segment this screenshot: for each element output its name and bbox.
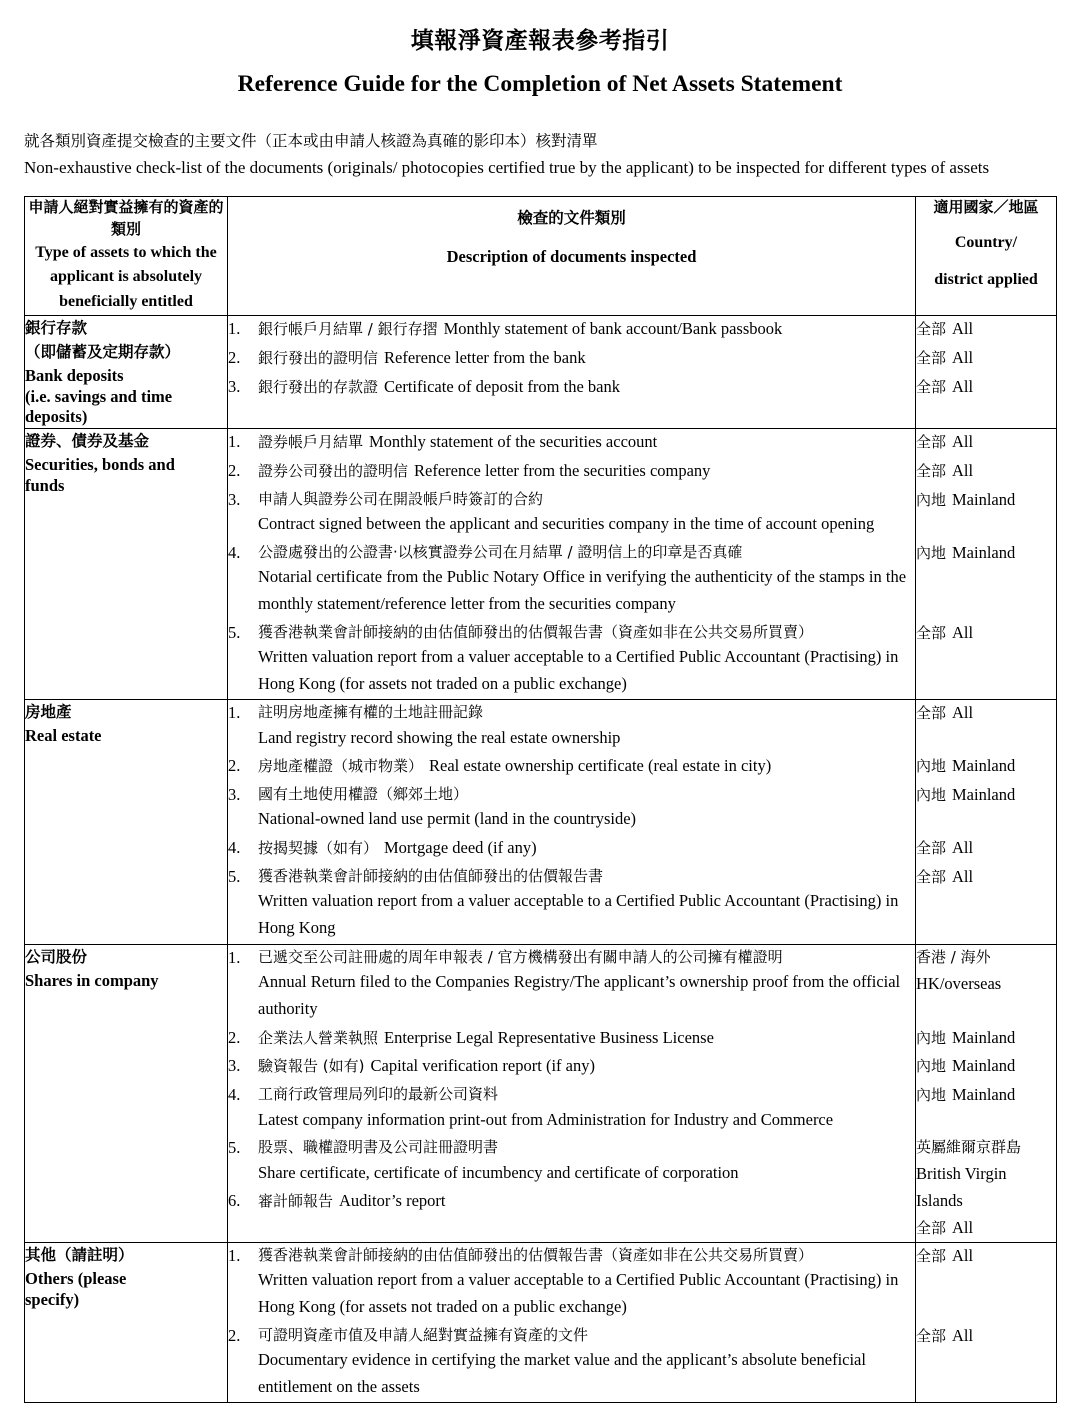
country-entry-english: All <box>952 431 974 451</box>
document-item-chinese: 獲香港執業會計師接納的由估值師發出的估價報告書（資產如非在公共交易所買賣） <box>258 622 814 641</box>
document-item-body <box>258 835 915 862</box>
table-header-row <box>25 197 1057 316</box>
document-item-number: 3. <box>228 376 241 396</box>
document-item-english: Real estate ownership certificate (real estate in city) <box>429 756 772 776</box>
country-district-cell <box>916 316 1057 429</box>
country-entry-english: Mainland <box>952 1085 1016 1105</box>
document-item-body <box>258 540 915 618</box>
document-item-number: 5. <box>228 1138 241 1158</box>
document-item-number: 1. <box>228 319 241 339</box>
country-district-cell <box>916 428 1057 699</box>
country-entry-chinese: 全部 <box>916 461 947 480</box>
column-header-asset-type <box>25 197 228 316</box>
document-item-english: Monthly statement of the securities account <box>369 431 658 451</box>
document-item-english: Reference letter from the bank <box>384 347 586 367</box>
document-item <box>228 1025 915 1052</box>
column-header-country <box>916 197 1057 316</box>
document-item-body <box>258 429 915 456</box>
document-item-number: 3. <box>228 1056 241 1076</box>
document-item-line <box>258 753 915 780</box>
document-item-number: 3. <box>228 489 241 509</box>
document-item-number: 2. <box>228 347 241 367</box>
country-entry <box>916 1082 1056 1109</box>
country-entry-english: All <box>952 838 974 858</box>
document-item-chinese: 申請人與證券公司在開設帳戶時簽訂的合約 <box>258 489 544 508</box>
country-entry-chinese: 全部 <box>916 839 947 858</box>
country-entry <box>916 374 1056 401</box>
country-entry-english: HK/overseas <box>916 973 1002 993</box>
country-entry <box>916 1025 1056 1052</box>
document-item-line <box>258 1053 915 1080</box>
country-entry-english: All <box>952 1218 974 1238</box>
country-entry-chinese: 內地 <box>916 490 947 509</box>
country-entry <box>916 1243 1056 1270</box>
document-item-english: Written valuation report from a valuer acceptable to a Certified Public Accountant (Practising) in Hong Kong (for assets not traded on a public exchange) <box>258 1270 899 1317</box>
document-item-body <box>258 620 915 698</box>
document-item-body <box>258 1135 915 1186</box>
document-item <box>228 1323 915 1401</box>
document-item-english: Land registry record showing the real estate ownership <box>258 727 621 747</box>
asset-type-cell <box>25 700 228 945</box>
document-item-english: Monthly statement of bank account/Bank passbook <box>443 319 783 339</box>
asset-type-english-line: specify) <box>25 1289 80 1309</box>
asset-type-chinese: 其他（請註明） <box>25 1246 134 1265</box>
document-item-number: 2. <box>228 1027 241 1047</box>
column-header-country-chinese: 適用國家／地區 <box>933 198 1039 217</box>
document-item-chinese: 銀行發出的存款證 <box>258 377 379 396</box>
country-entry-english: All <box>952 319 974 339</box>
country-entry-chinese: 全部 <box>916 348 947 367</box>
document-item-chinese: 證券帳戶月結單 <box>258 432 364 451</box>
document-item-english: Auditor’s report <box>339 1191 446 1211</box>
country-entry <box>916 620 1056 647</box>
document-item-number: 1. <box>228 431 241 451</box>
country-entry-chinese: 香港 / 海外 <box>916 947 991 966</box>
asset-type-english-line: Others (please <box>25 1269 127 1289</box>
country-entry-english: Mainland <box>952 756 1016 776</box>
document-item-number: 4. <box>228 1085 241 1105</box>
table-body <box>25 316 1057 1403</box>
asset-type-english-line: Bank deposits <box>25 366 124 386</box>
document-item-body <box>258 864 915 942</box>
document-item-english: Latest company information print-out from Administration for Industry and Commerce <box>258 1109 834 1129</box>
document-item-english: Enterprise Legal Representative Business License <box>384 1027 714 1047</box>
intro-text-english: Non-exhaustive check-list of the documents (originals/ photocopies certified true by the applicant) to be inspected for different types of assets <box>24 158 990 178</box>
asset-type-english-line: funds <box>25 475 65 495</box>
document-item-english: Annual Return filed to the Companies Registry/The applicant’s ownership proof from the official authority <box>258 972 901 1018</box>
document-item <box>228 540 915 618</box>
document-item-chinese: 銀行發出的證明信 <box>258 348 379 367</box>
country-entry-break <box>916 1161 1056 1215</box>
country-entry-english: All <box>952 867 974 887</box>
asset-type-chinese: 公司股份 <box>25 947 88 966</box>
documents-description-cell <box>228 944 916 1242</box>
column-header-description-chinese: 檢查的文件類別 <box>517 209 626 228</box>
country-entry-chinese: 內地 <box>916 757 947 776</box>
document-item <box>228 374 915 401</box>
document-item-chinese: 工商行政管理局列印的最新公司資料 <box>258 1085 499 1104</box>
document-item <box>228 1188 915 1215</box>
table-row <box>25 1243 1057 1403</box>
country-entry-chinese: 全部 <box>916 377 947 396</box>
country-entry <box>916 540 1056 567</box>
asset-type-cell <box>25 316 228 429</box>
asset-type-english <box>25 1269 227 1310</box>
document-item-english: Reference letter from the securities company <box>414 460 711 480</box>
document-item-english: Capital verification report (if any) <box>370 1056 595 1076</box>
column-header-asset-type-chinese: 申請人絕對實益擁有的資產的類別 <box>28 198 224 238</box>
document-item <box>228 345 915 372</box>
document-item-body <box>258 1188 915 1215</box>
country-entry-english: Mainland <box>952 1027 1016 1047</box>
asset-type-english-line: Real estate <box>25 726 102 746</box>
country-entry-english: All <box>952 1246 974 1266</box>
country-entry <box>916 1135 1056 1215</box>
document-item <box>228 487 915 538</box>
document-item-chinese: 證券公司發出的證明信 <box>258 461 409 480</box>
documents-description-cell <box>228 428 916 699</box>
asset-type-chinese: 證券、債券及基金 <box>25 431 150 450</box>
document-item-body <box>258 753 915 780</box>
document-item-line <box>258 835 915 862</box>
country-entry-chinese: 內地 <box>916 1086 947 1105</box>
document-item <box>228 316 915 343</box>
document-item-line <box>258 429 915 456</box>
country-entry-chinese: 全部 <box>916 432 947 451</box>
country-entry <box>916 345 1056 372</box>
document-item-chinese: 銀行帳戶月結單 / 銀行存摺 <box>258 320 438 339</box>
document-item-english: Share certificate, certificate of incumbency and certificate of corporation <box>258 1162 739 1182</box>
document-item-number: 2. <box>228 460 241 480</box>
asset-type-english <box>25 366 227 428</box>
asset-type-english-line: (i.e. savings and time <box>25 386 173 406</box>
column-header-country-english-line2: district applied <box>934 270 1038 288</box>
asset-type-english <box>25 726 227 747</box>
country-entry-chinese: 全部 <box>916 1326 947 1345</box>
document-item-body <box>258 374 915 401</box>
document-item-number: 1. <box>228 703 241 723</box>
document-item-number: 4. <box>228 838 241 858</box>
document-item-line <box>258 1188 915 1215</box>
country-entry <box>916 753 1056 780</box>
asset-type-english <box>25 971 227 992</box>
page-title-chinese: 填報淨資產報表參考指引 <box>410 28 670 54</box>
country-entry-chinese: 內地 <box>916 786 947 805</box>
asset-type-chinese: 銀行存款 <box>25 319 88 338</box>
document-item-body <box>258 1323 915 1401</box>
document-item-line <box>258 345 915 372</box>
documents-description-cell <box>228 700 916 945</box>
table-row <box>25 700 1057 945</box>
country-entry <box>916 429 1056 456</box>
country-entry-english: All <box>952 376 974 396</box>
document-item-english: Mortgage deed (if any) <box>384 838 537 858</box>
country-entry-break <box>916 971 1056 998</box>
document-item <box>228 835 915 862</box>
document-item-english: Written valuation report from a valuer acceptable to a Certified Public Accountant (Practising) in Hong Kong (for assets not traded on a public exchange) <box>258 646 899 693</box>
document-item <box>228 620 915 698</box>
document-item-chinese: 房地產權證（城市物業） <box>258 757 424 776</box>
document-item-body <box>258 1025 915 1052</box>
asset-type-cell <box>25 428 228 699</box>
document-item-number: 5. <box>228 867 241 887</box>
document-item-chinese: 獲香港執業會計師接納的由估值師發出的估價報告書（資產如非在公共交易所買賣） <box>258 1246 814 1265</box>
document-item-chinese: 獲香港執業會計師接納的由估值師發出的估價報告書 <box>258 867 604 886</box>
country-entry <box>916 316 1056 343</box>
document-item-chinese: 驗資報告 (如有) <box>258 1057 365 1076</box>
document-item-chinese: 國有土地使用權證（鄉郊土地） <box>258 785 469 804</box>
asset-type-chinese: 房地產 <box>25 703 72 722</box>
country-entry-english: All <box>952 347 974 367</box>
document-item-body <box>258 700 915 751</box>
document-item <box>228 458 915 485</box>
document-item-line <box>258 458 915 485</box>
document-item-body <box>258 1053 915 1080</box>
column-header-description-english: Description of documents inspected <box>446 246 697 266</box>
country-entry-english: All <box>952 1325 974 1345</box>
document-item-chinese: 註明房地產擁有權的土地註冊記錄 <box>258 703 484 722</box>
document-item <box>228 429 915 456</box>
country-entry <box>916 1215 1056 1242</box>
document-item-english: National-owned land use permit (land in the countryside) <box>258 809 637 829</box>
table-row <box>25 316 1057 429</box>
document-item-chinese: 企業法人營業執照 <box>258 1028 379 1047</box>
country-district-cell <box>916 944 1057 1242</box>
document-item-number: 5. <box>228 622 241 642</box>
page-title-english: Reference Guide for the Completion of Net Assets Statement <box>237 70 843 97</box>
country-entry-chinese: 內地 <box>916 1028 947 1047</box>
document-item-body <box>258 345 915 372</box>
document-item-english: Documentary evidence in certifying the market value and the applicant’s absolute beneficial entitlement on the assets <box>258 1350 866 1396</box>
document-item <box>228 1053 915 1080</box>
country-entry-english: British Virgin Islands <box>916 1164 1007 1211</box>
document-item-body <box>258 316 915 343</box>
country-entry-english: Mainland <box>952 1056 1016 1076</box>
document-item-body <box>258 458 915 485</box>
asset-type-chinese: （即儲蓄及定期存款） <box>25 343 181 362</box>
document-item-body <box>258 782 915 833</box>
column-header-description <box>228 197 916 316</box>
document-item-line <box>258 316 915 343</box>
document-item <box>228 1243 915 1321</box>
document-item-body <box>258 1243 915 1321</box>
document-item <box>228 1135 915 1186</box>
country-entry-chinese: 全部 <box>916 1219 947 1238</box>
country-entry <box>916 835 1056 862</box>
country-district-cell <box>916 1243 1057 1403</box>
country-entry <box>916 487 1056 514</box>
asset-type-english <box>25 455 227 496</box>
country-entry <box>916 945 1056 998</box>
country-entry-english: Mainland <box>952 489 1016 509</box>
country-entry-chinese: 全部 <box>916 1247 947 1266</box>
document-item-body <box>258 487 915 538</box>
table-row <box>25 428 1057 699</box>
reference-guide-table <box>24 196 1057 1403</box>
column-header-country-english-line1: Country/ <box>954 233 1018 251</box>
document-item-chinese: 按揭契據（如有） <box>258 839 379 858</box>
document-item <box>228 782 915 833</box>
table-row <box>25 944 1057 1242</box>
document-item-number: 1. <box>228 1246 241 1266</box>
asset-type-english-line: Securities, bonds and <box>25 454 175 474</box>
document-item-chinese: 已遞交至公司註冊處的周年申報表 / 官方機構發出有關申請人的公司擁有權證明 <box>258 947 783 966</box>
country-entry-chinese: 全部 <box>916 704 947 723</box>
document-item-number: 1. <box>228 947 241 967</box>
document-item-english: Written valuation report from a valuer acceptable to a Certified Public Accountant (Practising) in Hong Kong <box>258 891 899 938</box>
document-item-number: 2. <box>228 756 241 776</box>
asset-type-cell <box>25 1243 228 1403</box>
document-item-body <box>258 1082 915 1133</box>
column-header-asset-type-english: Type of assets to which the applicant is absolutely beneficially entitled <box>35 243 217 311</box>
country-district-cell <box>916 700 1057 945</box>
document-item <box>228 864 915 942</box>
intro-block <box>24 130 1056 180</box>
asset-type-cell <box>25 944 228 1242</box>
document-item-english: Notarial certificate from the Public Notary Office in verifying the authenticity of the stamps in the monthly statement/reference letter from the securities company <box>258 567 907 613</box>
country-entry-english: All <box>952 622 974 642</box>
country-entry-chinese: 全部 <box>916 623 947 642</box>
document-item-line <box>258 1025 915 1052</box>
document-item-number: 6. <box>228 1191 241 1211</box>
country-entry-english: All <box>952 703 974 723</box>
document-item-number: 4. <box>228 542 241 562</box>
country-entry-chinese: 全部 <box>916 868 947 887</box>
country-entry-chinese: 內地 <box>916 1057 947 1076</box>
document-item-chinese: 股票、職權證明書及公司註冊證明書 <box>258 1138 499 1157</box>
country-entry <box>916 1053 1056 1080</box>
country-entry-chinese: 英屬維爾京群島 <box>916 1138 1022 1157</box>
country-entry-chinese: 全部 <box>916 320 947 339</box>
document-item <box>228 700 915 751</box>
document-item-chinese: 審計師報告 <box>258 1192 334 1211</box>
document-item <box>228 945 915 1023</box>
document-item-chinese: 公證處發出的公證書‧以核實證券公司在月結單 / 證明信上的印章是否真確 <box>258 542 743 561</box>
document-item <box>228 753 915 780</box>
country-entry-english: Mainland <box>952 785 1016 805</box>
asset-type-english-line: deposits) <box>25 407 88 427</box>
country-entry <box>916 700 1056 727</box>
document-item-chinese: 可證明資產市值及申請人絕對實益擁有資產的文件 <box>258 1325 589 1344</box>
document-item-english: Certificate of deposit from the bank <box>384 376 620 396</box>
document-item-english: Contract signed between the applicant and securities company in the time of account opening <box>258 514 875 534</box>
documents-description-cell <box>228 1243 916 1403</box>
country-entry-chinese: 內地 <box>916 543 947 562</box>
document-item-number: 2. <box>228 1325 241 1345</box>
documents-description-cell <box>228 316 916 429</box>
document-item <box>228 1082 915 1133</box>
country-entry <box>916 1323 1056 1350</box>
asset-type-english-line: Shares in company <box>25 970 159 990</box>
document-item-body <box>258 945 915 1023</box>
intro-text-chinese: 就各類別資產提交檢查的主要文件（正本或由申請人核證為真確的影印本）核對清單 <box>24 131 598 150</box>
country-entry <box>916 782 1056 809</box>
document-item-number: 3. <box>228 785 241 805</box>
document-item-line <box>258 374 915 401</box>
column-header-country-english <box>916 231 1056 293</box>
country-entry <box>916 458 1056 485</box>
country-entry <box>916 864 1056 891</box>
country-entry-english: All <box>952 460 974 480</box>
country-entry-english: Mainland <box>952 542 1016 562</box>
